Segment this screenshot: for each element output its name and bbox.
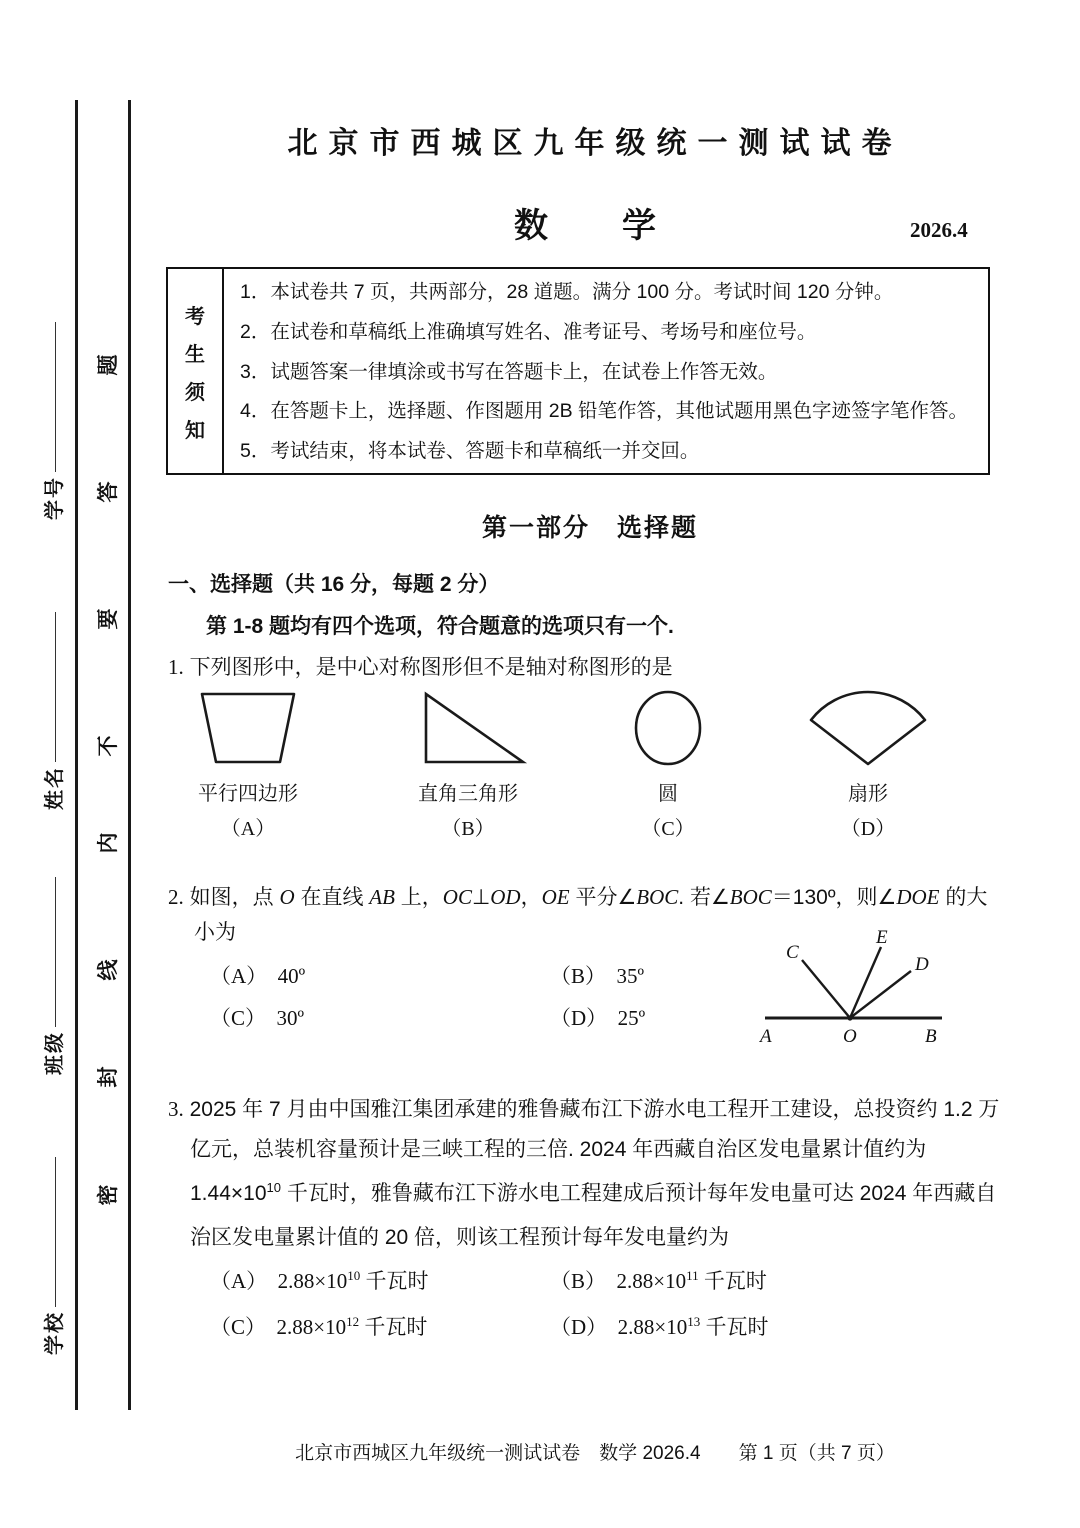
parallelogram-figure bbox=[148, 686, 348, 768]
figure-letter: （C） bbox=[641, 818, 695, 840]
ray-OD: OD bbox=[490, 885, 521, 909]
angle-diagram-svg bbox=[750, 930, 960, 1050]
option-a[interactable]: （A） 40º bbox=[210, 964, 306, 988]
label-C: C bbox=[786, 942, 799, 963]
label-E: E bbox=[876, 930, 888, 948]
notice-item: 1．本试卷共 7 页，共两部分，28 道题。满分 100 分。考试时间 120 分钟。 bbox=[240, 281, 894, 303]
option-c[interactable]: （C） $2.88\times 10^{12}$ 千瓦时 bbox=[210, 1314, 428, 1339]
page-title: 北京市西城区九年级统一测试试卷 bbox=[287, 127, 903, 160]
notice-label-char: 须 bbox=[185, 381, 205, 404]
notice-item: 4．在答题卡上，选择题、作图题用 2B 铅笔作答，其他试题用黑色字迹签字笔作答。 bbox=[240, 400, 969, 423]
seal-field-rule bbox=[55, 322, 56, 472]
notice-item: 2．在试卷和草稿纸上准确填写姓名、准考证号、考场号和座位号。 bbox=[240, 320, 817, 343]
seal-char: 不 bbox=[97, 735, 120, 757]
question-3-line-2: 亿元，总装机容量预计是三峡工程的三倍. 2024 年西藏自治区发电量累计值约为 bbox=[190, 1138, 927, 1161]
notice-item: 5．考试结束，将本试卷、答题卡和草稿纸一并交回。 bbox=[240, 440, 700, 463]
part-one-heading: 第一部分 选择题 bbox=[481, 514, 698, 542]
figure-option-c bbox=[568, 686, 768, 841]
question-1-stem bbox=[168, 650, 673, 685]
section-note: 第 1-8 题均有四个选项，符合题意的选项只有一个. bbox=[206, 615, 674, 638]
option-b[interactable]: （B） $2.88\times 10^{11}$ 千瓦时 bbox=[550, 1268, 767, 1293]
seal-char: 答 bbox=[97, 481, 120, 503]
question-text-part: 平分∠ bbox=[569, 886, 637, 909]
seal-field-label: 学号 bbox=[44, 476, 66, 520]
question-text: 2025 年 7 月由中国雅江集团承建的雅鲁藏布江下游水电工程开工建设，总投资约 1.2 万 bbox=[189, 1098, 1000, 1121]
circle-figure bbox=[568, 686, 768, 768]
seal-field-xingming bbox=[38, 612, 67, 810]
question-number: 3. bbox=[168, 1097, 184, 1121]
option-d[interactable]: （D） 25º bbox=[550, 1006, 646, 1030]
ray-OE: OE bbox=[541, 885, 570, 909]
sector-icon bbox=[793, 686, 943, 768]
seal-field-label: 学校 bbox=[44, 1311, 66, 1355]
right-triangle-icon bbox=[393, 686, 543, 768]
question-text-part: 上， bbox=[394, 886, 443, 909]
question-text: 千瓦时，雅鲁藏布江下游水电工程建成后预计每年发电量可达 2024 年西藏自 bbox=[280, 1182, 997, 1205]
seal-char: 封 bbox=[97, 1066, 120, 1088]
perp-symbol: ⊥ bbox=[471, 886, 491, 909]
seal-field-label: 姓名 bbox=[44, 766, 66, 810]
question-text-part: 的大 bbox=[939, 886, 988, 909]
seal-field-banji bbox=[38, 877, 67, 1075]
label-D: D bbox=[915, 954, 929, 975]
page-footer: 北京市西城区九年级统一测试试卷 数学 2026.4 第 1 页（共 7 页） bbox=[295, 1443, 895, 1464]
figure-option-d bbox=[768, 686, 968, 841]
question-text-part: ， bbox=[520, 886, 542, 909]
ray-OC-stroke bbox=[802, 960, 850, 1018]
seal-char: 要 bbox=[97, 608, 120, 630]
notice-item: 3．试题答案一律填涂或书写在答题卡上，在试卷上作答无效。 bbox=[240, 360, 778, 383]
question-3-line-1 bbox=[168, 1092, 1028, 1127]
seal-char: 线 bbox=[97, 959, 120, 981]
figure-letter: （D） bbox=[840, 818, 896, 840]
seal-char: 内 bbox=[97, 832, 120, 854]
section-heading: 一、选择题（共 16 分，每题 2 分） bbox=[168, 573, 500, 596]
point-O: O bbox=[279, 885, 295, 909]
line-AB: AB bbox=[369, 885, 395, 909]
seal-field-xuehao bbox=[38, 322, 67, 520]
sector-figure bbox=[768, 686, 968, 768]
label-B: B bbox=[925, 1026, 937, 1047]
notice-list bbox=[224, 269, 988, 473]
exam-page bbox=[150, 0, 1080, 1528]
notice-label-char: 知 bbox=[185, 419, 205, 442]
option-b[interactable]: （B） 35º bbox=[550, 964, 645, 988]
seal-field-rule bbox=[55, 612, 56, 762]
subject-title: 数 学 bbox=[514, 207, 676, 245]
figure-name: 平行四边形 bbox=[198, 783, 298, 805]
figure-option-a bbox=[148, 686, 348, 841]
question-2-diagram bbox=[750, 930, 960, 1050]
option-d[interactable]: （D） $2.88\times 10^{13}$ 千瓦时 bbox=[550, 1314, 769, 1339]
figure-name: 扇形 bbox=[848, 783, 888, 805]
question-text-part: 在直线 bbox=[294, 886, 370, 909]
question-2-stem bbox=[168, 880, 1018, 915]
label-O: O bbox=[843, 1026, 857, 1047]
seal-field-rule bbox=[55, 877, 56, 1027]
label-A: A bbox=[760, 1026, 772, 1047]
seal-field-rule bbox=[55, 1157, 56, 1307]
figure-name: 直角三角形 bbox=[418, 783, 518, 805]
question-3-line-4: 治区发电量累计值的 20 倍，则该工程预计每年发电量约为 bbox=[190, 1226, 730, 1249]
seal-field-label: 班级 bbox=[44, 1031, 66, 1075]
option-c[interactable]: （C） 30º bbox=[210, 1006, 305, 1030]
angle-BOC-2: BOC bbox=[729, 885, 772, 909]
right-triangle-figure bbox=[368, 686, 568, 768]
question-2-stem-line2: 小为 bbox=[194, 921, 236, 944]
candidate-notice-box bbox=[166, 267, 990, 475]
option-a[interactable]: （A） $2.88\times 10^{10}$ 千瓦时 bbox=[210, 1268, 429, 1293]
notice-label-char: 考 bbox=[185, 305, 205, 328]
question-text-part: 如图，点 bbox=[189, 886, 280, 909]
seal-char: 题 bbox=[97, 354, 120, 376]
figure-letter: （B） bbox=[441, 818, 495, 840]
question-text-part: . 若∠ bbox=[678, 886, 730, 909]
angle-value: ＝130º，则∠ bbox=[771, 886, 897, 909]
seal-field-xuexiao bbox=[38, 1157, 67, 1355]
question-number: 1. bbox=[168, 655, 184, 679]
vertex-O-dot bbox=[847, 1015, 852, 1020]
notice-label-char: 生 bbox=[185, 343, 205, 366]
exam-date: 2026.4 bbox=[910, 218, 968, 242]
seal-rule-inner bbox=[128, 100, 131, 1410]
question-text: 下列图形中，是中心对称图形但不是轴对称图形的是 bbox=[189, 656, 673, 679]
seal-char: 密 bbox=[97, 1184, 120, 1206]
question-1-figures bbox=[168, 686, 1030, 846]
scientific-mantissa: 1.44×10 bbox=[190, 1182, 267, 1205]
parallelogram-icon bbox=[173, 686, 323, 768]
circle-icon bbox=[593, 686, 743, 768]
ray-OC: OC bbox=[442, 885, 472, 909]
angle-BOC: BOC bbox=[636, 885, 679, 909]
question-number: 2. bbox=[168, 885, 184, 909]
figure-name: 圆 bbox=[658, 783, 678, 805]
seal-rule-outer bbox=[75, 100, 78, 1410]
angle-DOE: DOE bbox=[896, 885, 940, 909]
question-3-line-3 bbox=[190, 1177, 1050, 1211]
figure-letter: （A） bbox=[220, 818, 276, 840]
scientific-exponent: 10 bbox=[266, 1180, 281, 1195]
seal-margin bbox=[0, 0, 150, 1528]
notice-label bbox=[168, 269, 224, 473]
figure-option-b bbox=[368, 686, 568, 841]
